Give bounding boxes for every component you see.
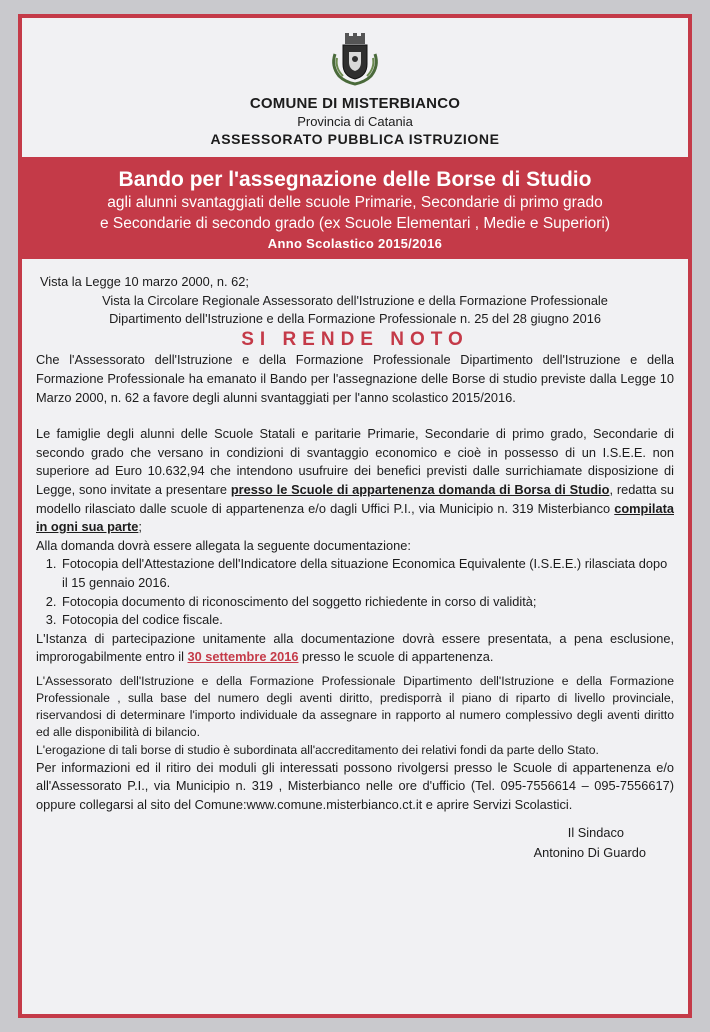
- intro-paragraph: Che l'Assessorato dell'Istruzione e della Formazione Professionale Dipartimento dell'Istruzione e della Formazione Professionale ha emanato il Bando per l'assegnazione delle Borse di studio previste dalla Legge 10 Marzo 2000, n. 62 a favore degli alunni svantaggiati per l'anno scolastico 2015/2016.: [36, 352, 674, 405]
- premise-department: Dipartimento dell'Istruzione e della Formazione Professionale n. 25 del 28 giugno 2016: [109, 311, 601, 327]
- completion-emphasis: compilata in ogni sua parte: [36, 500, 674, 535]
- premise-law: Vista la Legge 10 marzo 2000, n. 62;: [40, 274, 249, 289]
- notice-heading: SI RENDE NOTO: [241, 328, 469, 350]
- documents-intro: Alla domanda dovrà essere allegata la seguente documentazione:: [36, 537, 411, 553]
- families-text-1: Le famiglie degli alunni delle Scuole Statali e paritarie Primarie, Secondarie di primo grado, Secondarie di secondo grado che versano in condizioni di svantaggio economico e cioè in possesso di un I.S.E.E. non superiore ad Euro 10.632,94 che intendono usufruire dei benefici previsti dalle surrichiamate disposizione di Legge, sono invitate a presentare: [36, 426, 674, 497]
- documents-list: [36, 555, 674, 629]
- families-text-3: ;: [138, 519, 142, 535]
- department-name: ASSESSORATO PUBBLICA ISTRUZIONE: [210, 131, 500, 147]
- notice-subtitle-line-1: agli alunni svantaggiati delle scuole Primarie, Secondarie di primo grado: [107, 194, 603, 211]
- poster-header: [22, 18, 688, 147]
- school-year: Anno Scolastico 2015/2016: [267, 236, 443, 251]
- document-item-3: 3. Fotocopia del codice fiscale.: [60, 611, 674, 630]
- signer-name: Antonino Di Guardo: [533, 844, 646, 860]
- spacer: [36, 407, 674, 425]
- document-item-2: 2. Fotocopia documento di riconoscimento del soggetto richiedente in corso di validità;: [60, 593, 674, 612]
- province-name: Provincia di Catania: [297, 114, 413, 129]
- funding-paragraph: L'erogazione di tali borse di studio è subordinata all'accreditamento dei relativi fondi da parte dello Stato.: [36, 742, 599, 757]
- deadline-text-before: L'Istanza di partecipazione unitamente alla documentazione dovrà essere presentata, a pena esclusione, improrogabilmente entro il: [36, 630, 674, 665]
- distribution-paragraph: L'Assessorato dell'Istruzione e della Formazione Professionale Dipartimento dell'Istruzione e della Formazione Professionale , sulla base del numero degli aventi diritto, predisporrà il piano di riparto di livello provinciale, riservandosi di determinare l'importo individuale da assegnare in rapporto al numero complessivo degli aventi diritto ed alle disponibilità di bilancio.: [36, 673, 674, 740]
- families-text-2: , redatta su modello rilasciato dalle scuole di appartenenza e/o dagli Uffici P.I., via Municipio n. 319 Misterbianco: [36, 481, 674, 516]
- deadline-text-after: presso le scuole di appartenenza.: [298, 649, 494, 665]
- notice-subtitle-line-2: e Secondarie di secondo grado (ex Scuole Elementari , Medie e Superiori): [99, 215, 611, 232]
- deadline-paragraph: [36, 630, 674, 667]
- coat-of-arms-icon: [329, 32, 381, 86]
- submission-place-emphasis: presso le Scuole di appartenenza domanda di Borsa di Studio: [230, 481, 610, 497]
- info-paragraph: Per informazioni ed il ritiro dei moduli gli interessati possono rivolgersi presso le Scuole di appartenenza e/o all'Assessorato P.I., via Municipio n. 319 , Misterbianco nelle ore d'ufficio (Tel. 095-7556614 – 095-7556617) oppure collegarsi al sito del Comune:www.comune.misterbianco.ct.it e aprire Servizi Scolastici.: [36, 759, 674, 813]
- deadline-date: 30 settembre 2016: [187, 649, 299, 665]
- notice-title: Bando per l'assegnazione delle Borse di Studio: [118, 168, 592, 191]
- signature-block: [36, 823, 674, 863]
- title-banner: [22, 157, 688, 259]
- premise-circular: Vista la Circolare Regionale Assessorato dell'Istruzione e della Formazione Professionale: [102, 292, 608, 308]
- poster: [18, 14, 692, 1018]
- municipality-name: COMUNE DI MISTERBIANCO: [249, 95, 461, 112]
- families-paragraph: [36, 425, 674, 537]
- notice-body: [22, 259, 688, 863]
- document-item-1: 1. Fotocopia dell'Attestazione dell'Indicatore della situazione Economica Equivalente (I.S.E.E.) rilasciata dopo il 15 gennaio 2016.: [60, 555, 674, 592]
- signer-role: Il Sindaco: [567, 824, 624, 840]
